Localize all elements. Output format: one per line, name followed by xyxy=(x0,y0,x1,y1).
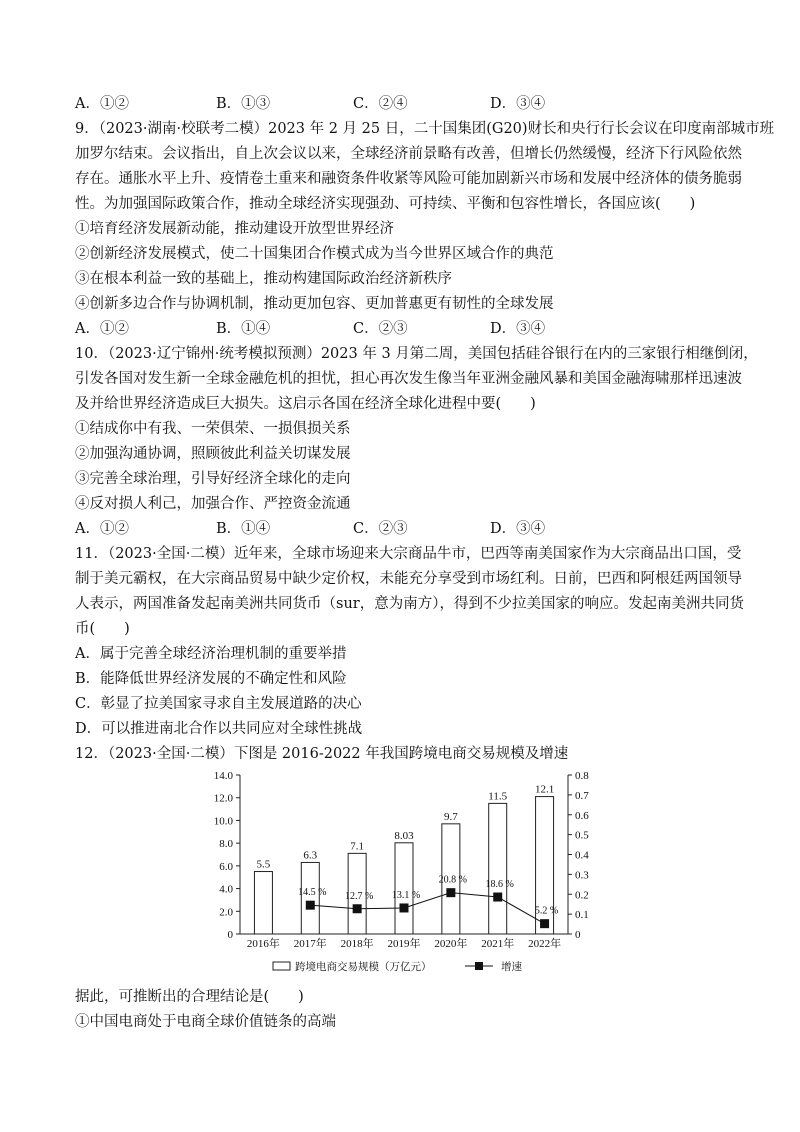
growth-point xyxy=(446,888,455,897)
y-left-tick-label: 6.0 xyxy=(219,860,233,873)
bar xyxy=(301,862,319,934)
bar xyxy=(254,872,272,934)
x-tick-label: 2021年 xyxy=(481,938,515,950)
growth-value-label: 5.2 % xyxy=(534,905,559,917)
q9-stem-line-4: 性。为加强国际政策合作，推动全球经济实现强劲、可持续、平衡和包容性增长，各国应该( ) xyxy=(75,196,696,212)
growth-point xyxy=(400,903,409,912)
bar-value-label: 5.5 xyxy=(256,858,271,871)
growth-point xyxy=(306,901,315,910)
y-right-tick-label: 0.4 xyxy=(575,849,589,862)
q10-item-2: ②加强沟通协调，照顾彼此利益关切谋发展 xyxy=(75,446,351,462)
legend-bar-swatch xyxy=(273,962,290,970)
bar-value-label: 6.3 xyxy=(303,849,318,862)
q10-stem-line-1: 10．（2023·辽宁锦州·统考模拟预测）2023 年 3 月第二周，美国包括硅谷银行在内的三家银行相继倒闭， xyxy=(75,346,758,362)
q9-stem-line-2: 加罗尔结束。会议指出，自上次会议以来，全球经济前景略有改善，但增长仍然缓慢，经济下行风险依然 xyxy=(75,146,742,162)
y-right-tick-label: 0.8 xyxy=(575,770,589,782)
legend-line-label: 增速 xyxy=(501,962,522,973)
q9-stem-line-3: 存在。通胀水平上升、疫情卷土重来和融资条件收紧等风险可能加剧新兴市场和发展中经济体的债务脆弱 xyxy=(75,171,742,187)
q9-option-c[interactable]: C．②③ xyxy=(353,321,408,337)
growth-value-label: 12.7 % xyxy=(344,890,374,902)
chart-growth-line xyxy=(298,875,558,929)
q10-option-b[interactable]: B．①④ xyxy=(216,521,271,537)
growth-value-label: 18.6 % xyxy=(485,879,514,891)
y-left-tick-label: 0 xyxy=(227,929,233,941)
legend-line-marker xyxy=(475,962,483,970)
q9-stem-line-1: 9．（2023·湖南·校联考二模）2023 年 2 月 25 日，二十国集团(G20)财长和央行行长会议在印度南部城市班 xyxy=(75,121,775,137)
q10-option-a[interactable]: A．①② xyxy=(75,521,129,537)
q10-item-1: ①结成你中有我、一荣俱荣、一损俱损关系 xyxy=(75,421,351,437)
chart-legend xyxy=(273,960,522,973)
y-right-tick-label: 0.5 xyxy=(575,829,589,842)
q9-item-4: ④创新多边合作与协调机制，推动更加包容、更加普惠更有韧性的全球发展 xyxy=(75,296,554,312)
q9-option-d[interactable]: D．③④ xyxy=(490,321,546,337)
y-left-tick-label: 2.0 xyxy=(219,906,233,919)
growth-value-label: 14.5 % xyxy=(298,887,327,899)
growth-point xyxy=(540,919,549,928)
q11-choice-c[interactable]: C．彰显了拉美国家寻求自主发展道路的决心 xyxy=(75,696,362,712)
q11-stem-line-1: 11．（2023·全国·二模）近年来，全球市场迎来大宗商品牛市，巴西等南美国家作为大宗商品出口国，受 xyxy=(75,546,742,562)
x-tick-label: 2018年 xyxy=(340,938,374,950)
q9-item-3: ③在根本利益一致的基础上，推动构建国际政治经济新秩序 xyxy=(75,271,452,287)
y-right-tick-label: 0.3 xyxy=(575,869,589,882)
q11-stem-line-2: 制于美元霸权，在大宗商品贸易中缺少定价权，未能充分享受到市场红利。日前，巴西和阿根廷两国领导 xyxy=(75,571,742,587)
x-tick-label: 2017年 xyxy=(293,938,327,950)
bar-value-label: 8.03 xyxy=(394,829,414,842)
q11-stem-line-3: 人表示，两国准备发起南美洲共同货币（sur，意为南方），得到不少拉美国家的响应。发起南美洲共同货 xyxy=(75,596,744,612)
bar-value-label: 7.1 xyxy=(350,840,365,853)
y-right-tick-label: 0.7 xyxy=(575,789,589,802)
growth-value-label: 20.8 % xyxy=(438,874,468,886)
growth-value-label: 13.1 % xyxy=(391,889,421,901)
q12-conclusion-prompt: 据此，可推断出的合理结论是( ) xyxy=(75,989,304,1005)
q10-options xyxy=(75,519,655,539)
q9-options xyxy=(75,319,655,339)
q10-item-3: ③完善全球治理，引导好经济全球化的走向 xyxy=(75,471,351,487)
q10-option-d[interactable]: D．③④ xyxy=(490,521,546,537)
y-left-tick-label: 10.0 xyxy=(213,815,233,828)
q9-item-2: ②创新经济发展模式，使二十国集团合作模式成为当今世界区域合作的典范 xyxy=(75,246,554,262)
cross-border-ecommerce-chart xyxy=(195,768,595,978)
bar-value-label: 11.5 xyxy=(488,790,508,803)
bar xyxy=(395,843,413,934)
q10-stem-line-3: 及并给世界经济造成巨大损失。这启示各国在经济全球化进程中要( ) xyxy=(75,396,536,412)
x-tick-label: 2016年 xyxy=(246,938,280,950)
q10-stem-line-2: 引发各国对发生新一全球金融危机的担忧，担心再次发生像当年亚洲金融风暴和美国金融海啸那样迅速波 xyxy=(75,371,742,387)
y-left-tick-label: 8.0 xyxy=(219,838,233,851)
q11-choice-b[interactable]: B．能降低世界经济发展的不确定性和风险 xyxy=(75,671,347,687)
q11-stem-line-4: 币( ) xyxy=(75,621,130,637)
q8-option-c[interactable]: C．②④ xyxy=(353,96,408,112)
q9-item-1: ①培育经济发展新动能，推动建设开放型世界经济 xyxy=(75,221,394,237)
x-tick-label: 2022年 xyxy=(528,938,562,950)
q9-option-b[interactable]: B．①④ xyxy=(216,321,271,337)
q9-option-a[interactable]: A．①② xyxy=(75,321,129,337)
q11-choice-a[interactable]: A．属于完善全球经济治理机制的重要举措 xyxy=(75,646,347,662)
q8-options xyxy=(75,94,655,114)
growth-point xyxy=(493,893,502,902)
q10-option-c[interactable]: C．②③ xyxy=(353,521,408,537)
q10-item-4: ④反对损人利己，加强合作、严控资金流通 xyxy=(75,496,351,512)
y-right-tick-label: 0.2 xyxy=(575,889,589,902)
q8-option-a[interactable]: A．①② xyxy=(75,96,129,112)
bar-value-label: 12.1 xyxy=(534,783,555,796)
q12-stem: 12．（2023·全国·二模）下图是 2016-2022 年我国跨境电商交易规模及增速 xyxy=(75,746,569,762)
y-right-tick-label: 0 xyxy=(575,929,581,941)
q12-item-1: ①中国电商处于电商全球价值链条的高端 xyxy=(75,1014,336,1030)
y-left-tick-label: 12.0 xyxy=(213,792,233,805)
q11-choice-d[interactable]: D．可以推进南北合作以共同应对全球性挑战 xyxy=(75,721,363,737)
legend-bar-label: 跨境电商交易规模（万亿元） xyxy=(295,962,432,973)
y-right-tick-label: 0.6 xyxy=(575,809,589,822)
bar xyxy=(489,803,507,934)
q8-option-b[interactable]: B．①③ xyxy=(216,96,271,112)
chart-bars xyxy=(254,797,553,934)
bar-value-label: 9.7 xyxy=(443,810,458,823)
x-tick-label: 2019年 xyxy=(387,938,421,950)
y-right-tick-label: 0.1 xyxy=(575,909,589,922)
x-tick-label: 2020年 xyxy=(434,938,468,950)
q8-option-d[interactable]: D．③④ xyxy=(490,96,546,112)
y-left-tick-label: 14.0 xyxy=(213,770,233,782)
growth-point xyxy=(353,904,362,913)
y-left-tick-label: 4.0 xyxy=(219,883,233,896)
